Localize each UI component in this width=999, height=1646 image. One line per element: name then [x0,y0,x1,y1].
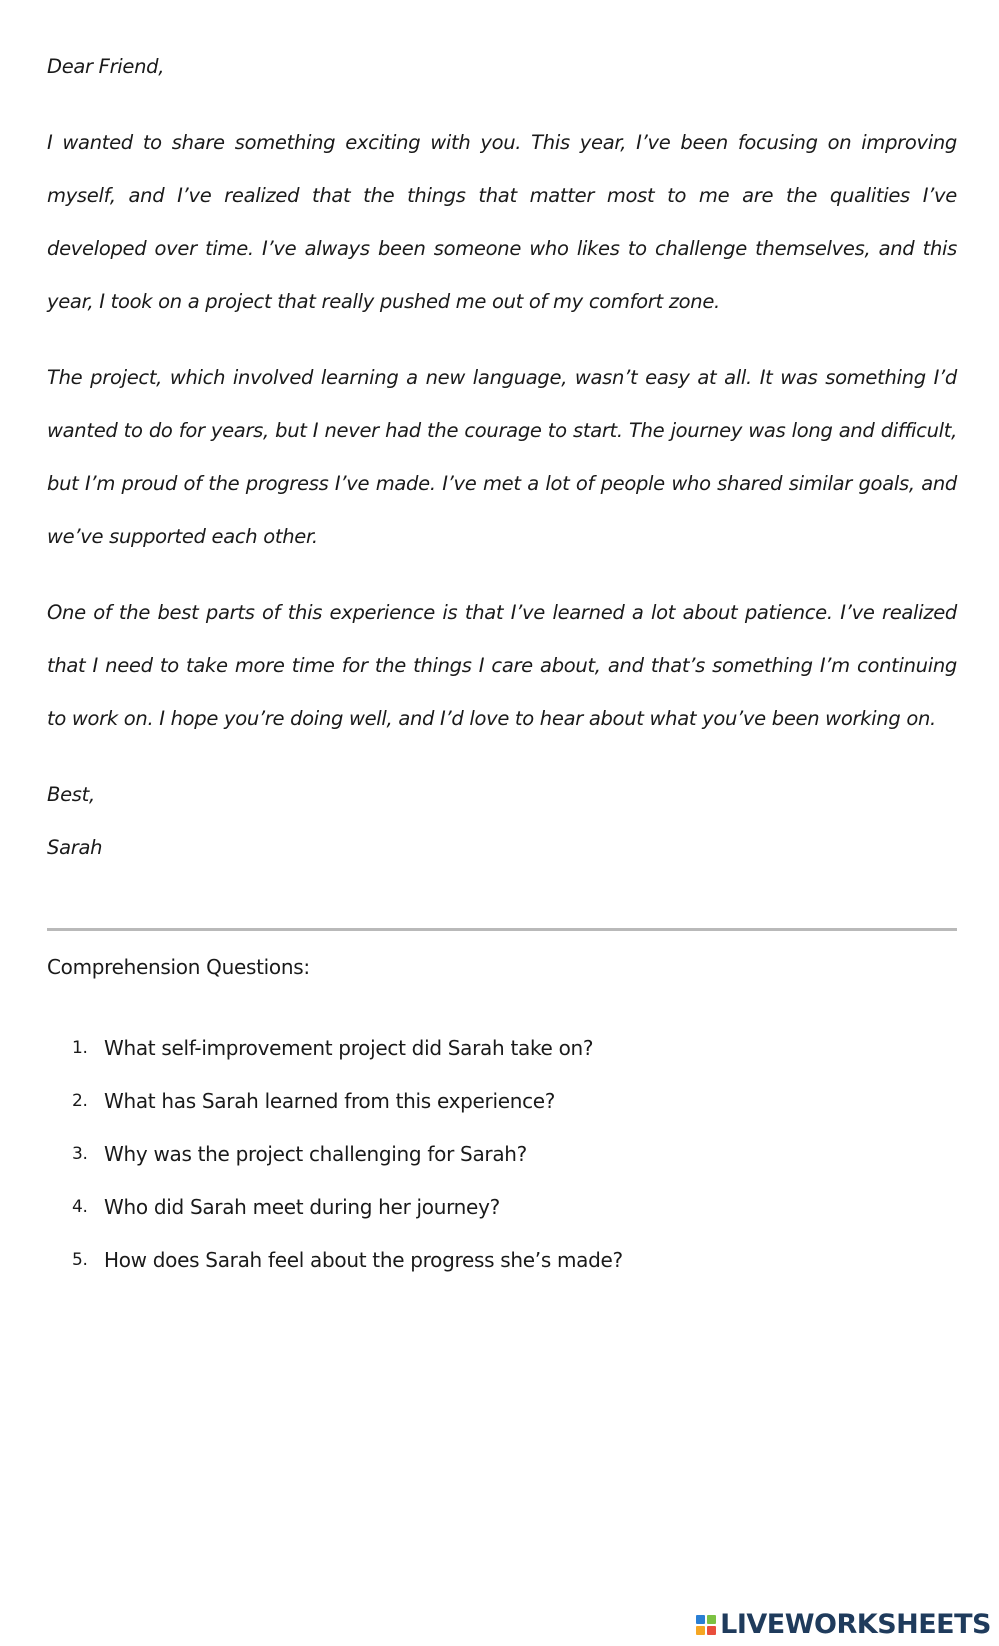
letter-closing: Best, [47,783,95,806]
question-text: Why was the project challenging for Sarah? [104,1142,527,1166]
question-number: 1. [72,1038,88,1058]
question-number: 2. [72,1091,88,1111]
letter-paragraph-3: One of the best parts of this experience is that I’ve learned a lot about patience. I’ve realized that I need to take more time for the things I care about, and that’s something I’m continuing to work on. I hope you’re doing well, and I’d love to hear about what you’ve been working on. [47,601,957,730]
logo-square-orange [696,1626,705,1635]
question-item [72,1026,623,1079]
section-divider [47,928,957,931]
question-item [72,1079,623,1132]
question-text: How does Sarah feel about the progress she’s made? [104,1248,623,1272]
logo-square-green [707,1615,716,1624]
question-number: 5. [72,1250,88,1270]
question-item [72,1238,623,1291]
question-item [72,1132,623,1185]
letter-paragraph-2: The project, which involved learning a new language, wasn’t easy at all. It was something I’d wanted to do for years, but I never had the courage to start. The journey was long and difficult, but I’m proud of the progress I’ve made. I’ve met a lot of people who shared similar goals, and we’ve supported each other. [47,366,957,548]
question-item [72,1185,623,1238]
brand-name: LIVEWORKSHEETS [720,1609,991,1640]
question-text: What has Sarah learned from this experience? [104,1089,556,1113]
liveworksheets-logo-icon [696,1615,716,1635]
letter-paragraph-1: I wanted to share something exciting with you. This year, I’ve been focusing on improving myself, and I’ve realized that the things that matter most to me are the qualities I’ve developed over time. I’ve always been someone who likes to challenge themselves, and this year, I took on a project that really pushed me out of my comfort zone. [47,131,957,313]
question-number: 3. [72,1144,88,1164]
logo-square-red [707,1626,716,1635]
letter-body [47,40,957,874]
question-text: Who did Sarah meet during her journey? [104,1195,500,1219]
letter-salutation: Dear Friend, [47,55,165,78]
questions-heading: Comprehension Questions: [47,955,310,979]
question-number: 4. [72,1197,88,1217]
question-text: What self-improvement project did Sarah take on? [104,1036,594,1060]
logo-square-blue [696,1615,705,1624]
letter-signature: Sarah [47,836,103,859]
questions-list [72,1026,623,1291]
liveworksheets-brand[interactable] [696,1609,991,1640]
